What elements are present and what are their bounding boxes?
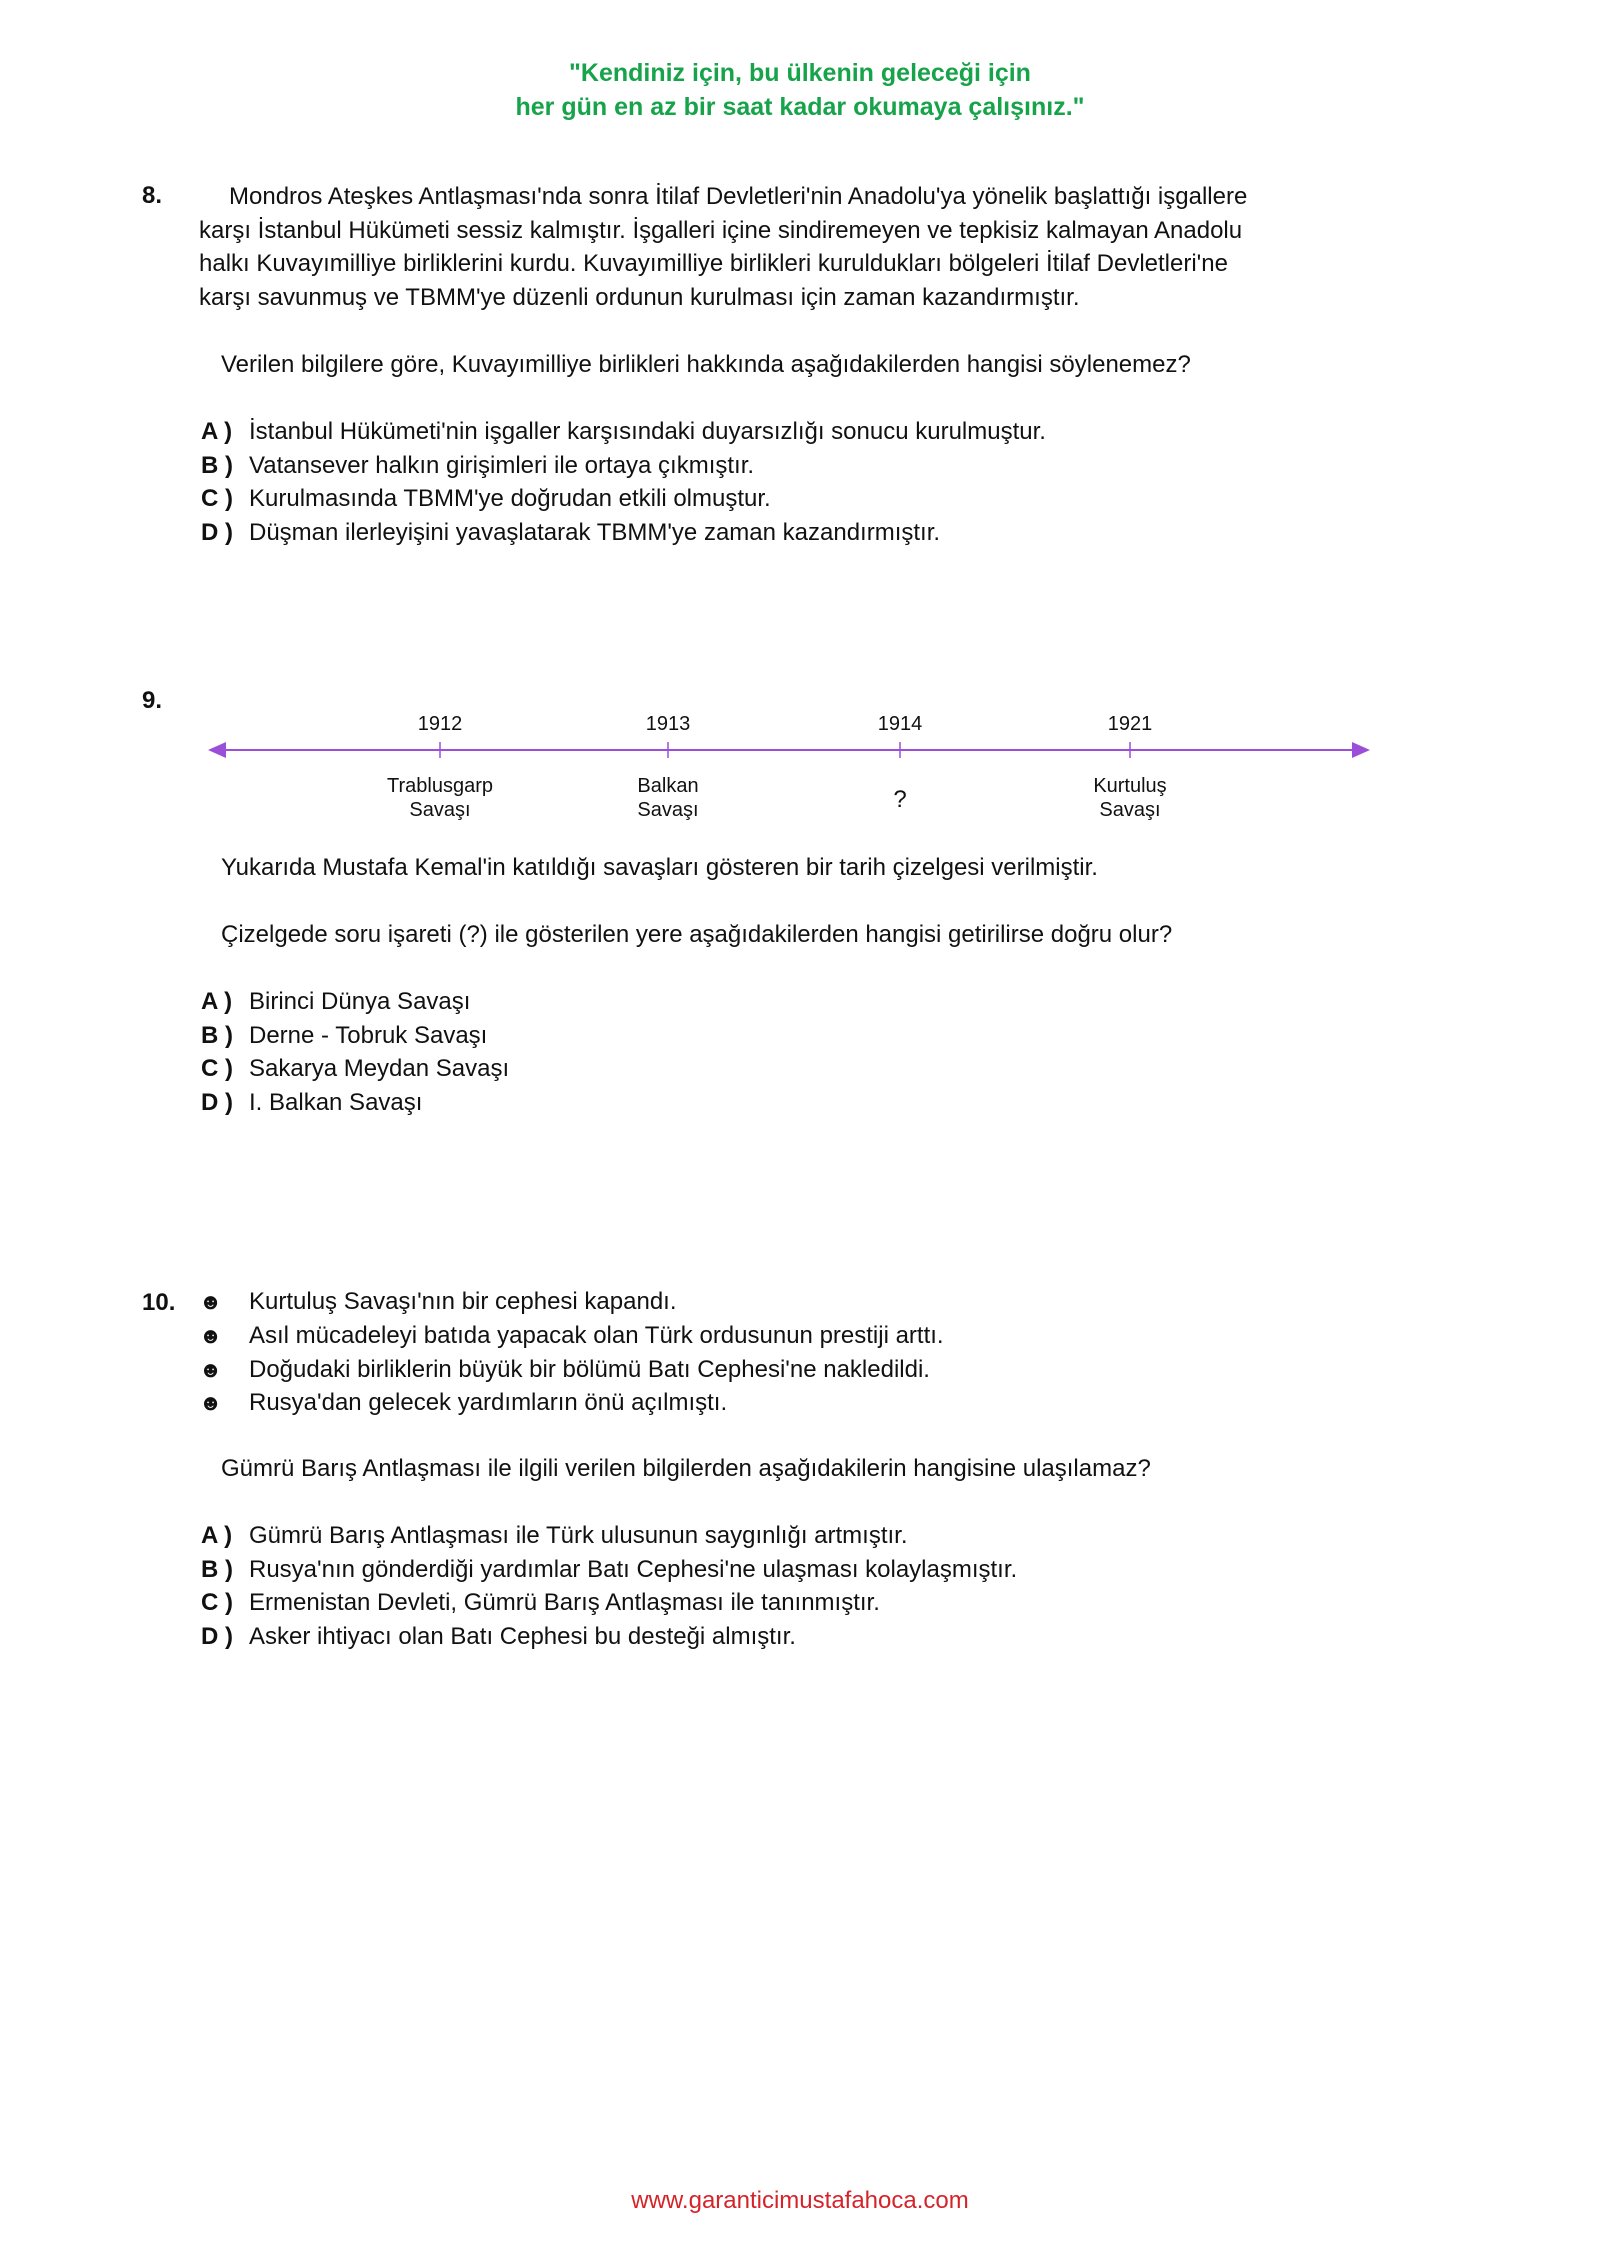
option-c[interactable] [201,1052,509,1086]
timeline-left-arrow-icon [208,742,226,758]
bullet-item [199,1386,944,1420]
paragraph-line: karşı İstanbul Hükümeti sessiz kalmıştır. İşgalleri içine sindiremeyen ve tepkisiz kalmayan Anadolu [199,216,1243,244]
bullet-item [199,1285,944,1319]
option-text: Birinci Dünya Savaşı [249,988,471,1015]
option-b[interactable] [201,449,1046,483]
paragraph-line: karşı savunmuş ve TBMM'ye düzenli ordunun kurulması için zaman kazandırmıştır. [199,283,1080,311]
timeline-event-label: Kurtuluş [1093,775,1167,797]
option-b[interactable] [201,1553,1017,1587]
option-text: Kurulmasında TBMM'ye doğrudan etkili olmuştur. [249,485,771,512]
option-letter: D ) [201,518,233,546]
timeline-year-label: 1921 [1107,713,1153,735]
bullet-text: Asıl mücadeleyi batıda yapacak olan Türk ordusunun prestiji arttı. [249,1321,944,1349]
bullet-item [199,1319,944,1353]
option-text: Rusya'nın gönderdiği yardımlar Batı Cephesi'ne ulaşması kolaylaşmıştır. [249,1555,1018,1583]
option-a[interactable] [201,415,1046,449]
bullet-text: Rusya'dan gelecek yardımların önü açılmıştı. [249,1389,728,1417]
option-c[interactable] [201,482,1046,516]
option-d[interactable] [201,1086,509,1120]
timeline-right-arrow-icon [1352,742,1370,758]
option-text: Sakarya Meydan Savaşı [249,1055,510,1082]
question-8-options [201,415,1046,549]
question-10-bullets [199,1285,944,1420]
timeline-year-label: 1913 [645,713,691,735]
option-d[interactable] [201,516,1046,550]
timeline-event-label: Savaşı [1099,799,1161,821]
option-c[interactable] [201,1586,1017,1620]
timeline-event-label: ? [893,786,907,813]
option-b[interactable] [201,1019,509,1053]
question-9-stem: Çizelgede soru işareti (?) ile gösterilen yere aşağıdakilerden hangisi getirilirse doğru olur? [221,921,1173,948]
option-letter: B ) [201,451,233,479]
timeline-event-label: Balkan [637,775,699,797]
option-text: I. Balkan Savaşı [249,1088,423,1116]
header-quote [0,56,1600,124]
option-letter: D ) [201,1622,233,1650]
bullet-text: Doğudaki birliklerin büyük bir bölümü Batı Cephesi'ne nakledildi. [249,1355,930,1383]
timeline-event-label: Savaşı [637,799,699,821]
option-a[interactable] [201,985,509,1019]
option-text: Derne - Tobruk Savaşı [249,1021,488,1049]
option-letter: A ) [201,418,233,445]
question-8-paragraph [199,180,1247,314]
question-9-number: 9. [142,687,163,714]
option-text: Asker ihtiyacı olan Batı Cephesi bu desteği almıştır. [249,1622,796,1650]
question-9-intro: Yukarıda Mustafa Kemal'in katıldığı savaşları gösteren bir tarih çizelgesi verilmiştir. [221,854,1098,881]
footer-website[interactable]: www.garanticimustafahoca.com [631,2187,969,2214]
timeline-year-label: 1914 [877,713,923,735]
header-quote-line-2: her gün en az bir saat kadar okumaya çalışınız." [515,93,1085,121]
option-a[interactable] [201,1519,1017,1553]
option-letter: C ) [201,485,233,512]
option-d[interactable] [201,1620,1017,1654]
option-text: Düşman ilerleyişini yavaşlatarak TBMM'ye zaman kazandırmıştır. [249,518,941,546]
smiley-bullet-icon: ☻ [199,1322,223,1348]
smiley-bullet-icon: ☻ [199,1356,223,1382]
question-8-number: 8. [142,182,163,209]
option-letter: A ) [201,988,233,1015]
option-text: Ermenistan Devleti, Gümrü Barış Antlaşması ile tanınmıştır. [249,1589,880,1616]
question-10-stem: Gümrü Barış Antlaşması ile ilgili verilen bilgilerden aşağıdakilerin hangisine ulaşılamaz? [221,1455,1151,1482]
timeline-year-label: 1912 [417,713,463,735]
option-text: İstanbul Hükümeti'nin işgaller karşısındaki duyarsızlığı sonucu kurulmuştur. [249,418,1046,445]
option-letter: C ) [201,1055,233,1082]
smiley-bullet-icon: ☻ [199,1390,223,1416]
paragraph-line: Mondros Ateşkes Antlaşması'nda sonra İtilaf Devletleri'nin Anadolu'ya yönelik başlattığı işgallere [229,183,1248,210]
option-letter: D ) [201,1088,233,1116]
paragraph-line: halkı Kuvayımilliye birliklerini kurdu. Kuvayımilliye birlikleri kuruldukları bölgeleri İtilaf Devletleri'ne [199,250,1228,277]
timeline-event-label: Trablusgarp [387,775,493,797]
timeline-chart [200,700,1380,830]
question-10-number: 10. [142,1289,176,1316]
option-letter: A ) [201,1522,233,1549]
option-letter: B ) [201,1021,233,1049]
timeline-event-label: Savaşı [409,799,471,821]
option-text: Vatansever halkın girişimleri ile ortaya çıkmıştır. [249,451,755,479]
question-9-options [201,985,509,1119]
question-10-options [201,1519,1017,1653]
bullet-text: Kurtuluş Savaşı'nın bir cephesi kapandı. [249,1288,677,1315]
option-letter: C ) [201,1589,233,1616]
option-text: Gümrü Barış Antlaşması ile Türk ulusunun saygınlığı artmıştır. [249,1522,908,1549]
smiley-bullet-icon: ☻ [199,1289,223,1314]
question-8-stem: Verilen bilgilere göre, Kuvayımilliye birlikleri hakkında aşağıdakilerden hangisi söylenemez? [221,351,1191,378]
bullet-item [199,1353,944,1387]
option-letter: B ) [201,1555,233,1583]
header-quote-line-1: "Kendiniz için, bu ülkenin geleceği için [569,59,1031,87]
